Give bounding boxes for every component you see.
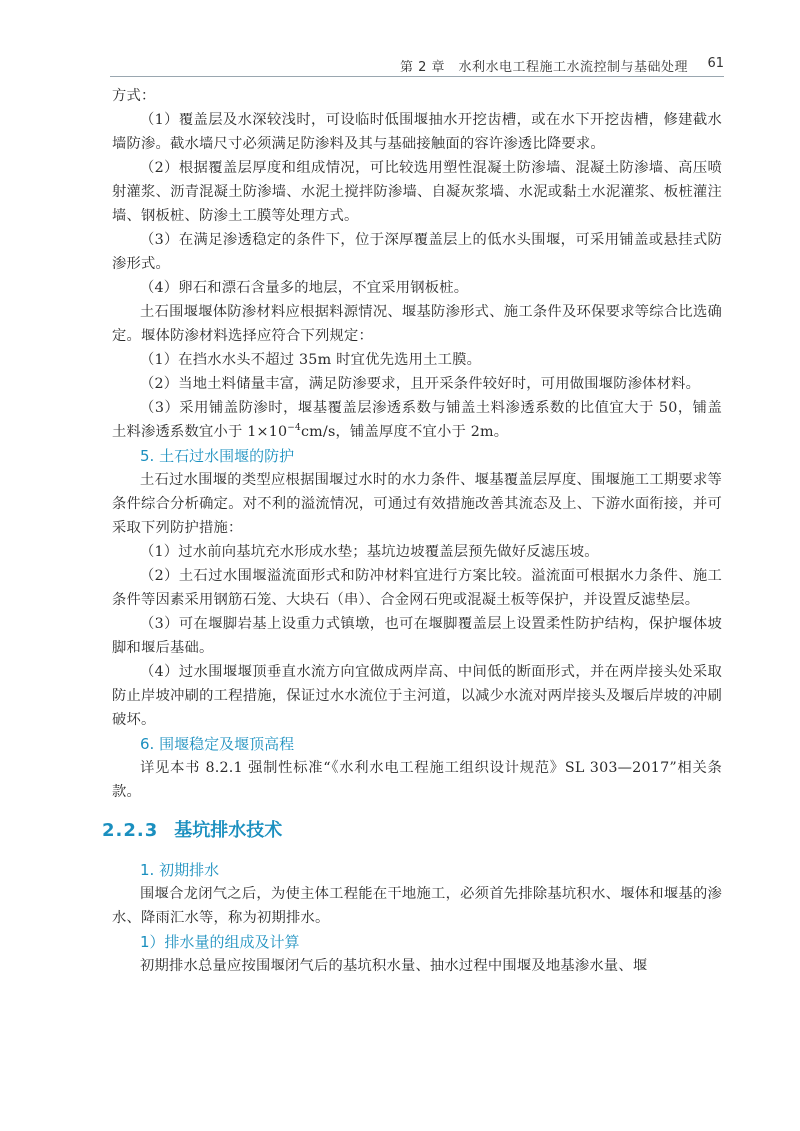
paragraph: 初期排水总量应按围堰闭气后的基坑积水量、抽水过程中围堰及地基渗水量、堰 bbox=[140, 958, 648, 974]
list-item: （3）在满足渗透稳定的条件下，位于深厚覆盖层上的低水头围堰，可采用铺盖或悬挂式防渗形式。 bbox=[112, 232, 722, 272]
header-rule bbox=[110, 76, 724, 77]
subsection-heading: 1. 初期排水 bbox=[140, 861, 220, 879]
section-title-text: 基坑排水技术 bbox=[174, 820, 283, 841]
list-item bbox=[112, 396, 722, 444]
list-item: （3）可在堰脚岩基上设重力式镇墩，也可在堰脚覆盖层上设置柔性防护结构，保护堰体坡脚和堰后基础。 bbox=[112, 616, 722, 656]
list-item-text: （3）采用铺盖防渗时，堰基覆盖层渗透系数与铺盖土料渗透系数的比值宜大于 50，铺盖土料渗透系数宜小于 1×10 bbox=[112, 400, 722, 440]
list-item: （4）过水围堰堰顶垂直水流方向宜做成两岸高、中间低的断面形式，并在两岸接头处采取防止岸坡冲刷的工程措施，保证过水水流位于主河道，以减少水流对两岸接头及堰后岸坡的冲刷破坏。 bbox=[112, 664, 722, 728]
subsection-heading: 1）排水量的组成及计算 bbox=[140, 933, 300, 951]
paragraph: 围堰合龙闭气之后，为使主体工程能在干地施工，必须首先排除基坑积水、堰体和堰基的渗水、降雨汇水等，称为初期排水。 bbox=[112, 886, 722, 926]
list-item: （4）卵石和漂石含量多的地层，不宜采用钢板桩。 bbox=[140, 280, 469, 296]
section-heading bbox=[102, 818, 722, 844]
exponent: −4 bbox=[287, 423, 301, 434]
subsection-heading: 5. 土石过水围堰的防护 bbox=[140, 447, 295, 465]
paragraph: 土石围堰堰体防渗材料应根据料源情况、堰基防渗形式、施工条件及环保要求等综合比选确定。堰体防渗材料选择应符合下列规定： bbox=[112, 304, 722, 344]
page-body bbox=[102, 84, 722, 978]
list-item: （1）过水前向基坑充水形成水垫；基坑边坡覆盖层预先做好反滤压坡。 bbox=[140, 544, 599, 560]
list-item: （2）当地土料储量丰富，满足防渗要求，且开采条件较好时，可用做围堰防渗体材料。 bbox=[140, 376, 701, 392]
running-header bbox=[0, 52, 800, 76]
paragraph: 详见本书 8.2.1 强制性标准“《水利水电工程施工组织设计规范》SL 303—2017”相关条款。 bbox=[112, 760, 722, 800]
list-item-text: cm/s，铺盖厚度不宜小于 2m。 bbox=[300, 424, 509, 440]
list-item: （2）根据覆盖层厚度和组成情况，可比较选用塑性混凝土防渗墙、混凝土防渗墙、高压喷射灌浆、沥青混凝土防渗墙、水泥土搅拌防渗墙、自凝灰浆墙、水泥或黏土水泥灌浆、板桩灌注墙、钢板桩、防渗土工膜等处理方式。 bbox=[112, 160, 722, 224]
subsection-heading: 6. 围堰稳定及堰顶高程 bbox=[140, 735, 295, 753]
paragraph-intro: 方式： bbox=[112, 88, 156, 104]
page-number: 61 bbox=[707, 56, 724, 71]
paragraph: 土石过水围堰的类型应根据围堰过水时的水力条件、堰基覆盖层厚度、围堰施工工期要求等条件综合分析确定。对不利的溢流情况，可通过有效措施改善其流态及上、下游水面衔接，并可采取下列防护措施： bbox=[112, 472, 722, 536]
chapter-title: 第 2 章 水利水电工程施工水流控制与基础处理 bbox=[399, 60, 688, 75]
list-item: （1）在挡水水头不超过 35m 时宜优先选用土工膜。 bbox=[140, 352, 482, 368]
list-item: （2）土石过水围堰溢流面形式和防冲材料宜进行方案比较。溢流面可根据水力条件、施工条件等因素采用钢筋石笼、大块石（串）、合金网石兜或混凝土板等保护，并设置反滤垫层。 bbox=[112, 568, 722, 608]
list-item: （1）覆盖层及水深较浅时，可设临时低围堰抽水开挖齿槽，或在水下开挖齿槽，修建截水墙防渗。截水墙尺寸必须满足防渗料及其与基础接触面的容许渗透比降要求。 bbox=[112, 112, 722, 152]
section-number: 2.2.3 bbox=[102, 820, 159, 841]
